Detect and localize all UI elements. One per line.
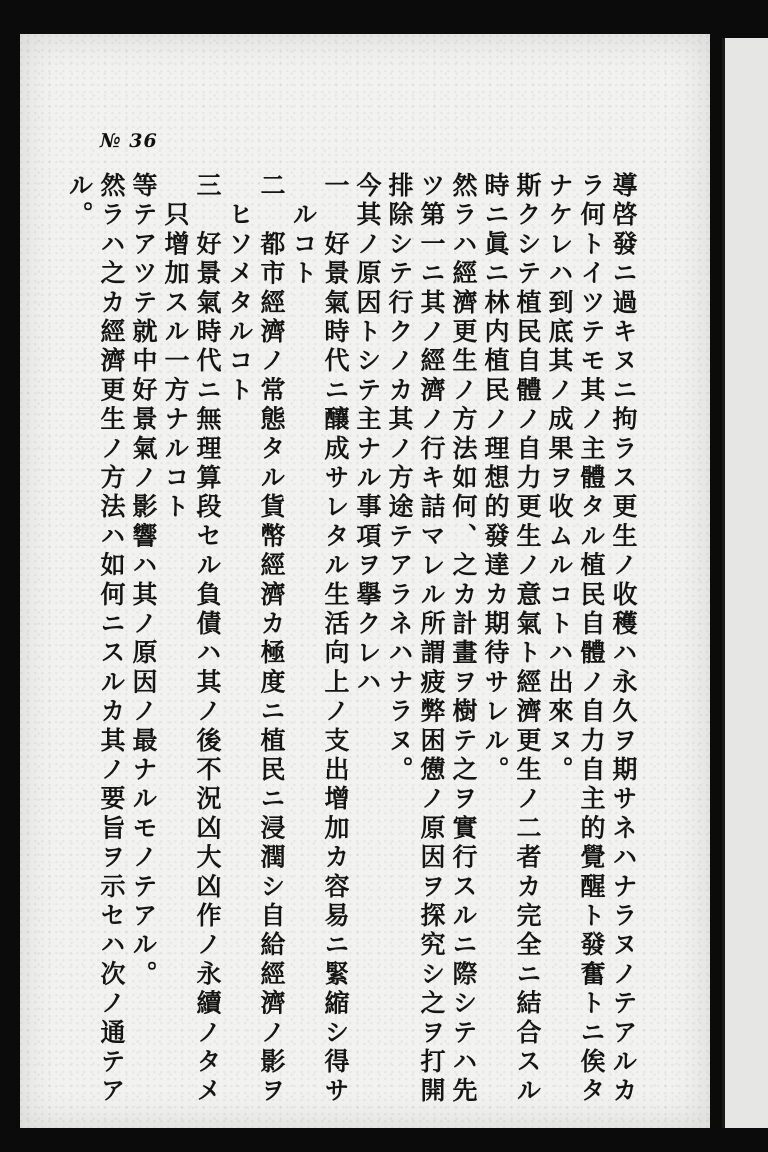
text-column: 等テアツテ就中好景氣ノ影響ハ其ノ原因ノ最ナルモノテアル。 bbox=[129, 172, 158, 990]
text-column: 然ラハ經濟更生ノ方法如何、之カ計畫ヲ樹テ之ヲ實行スルニ際シテハ先 bbox=[449, 172, 478, 1107]
text-column: 然ラハ之カ經濟更生ノ方法ハ如何ニスルカ其ノ要旨ヲ示セハ次ノ通テア bbox=[97, 172, 126, 1107]
text-column: 導啓發ニ過キヌニ拘ラス更生ノ收穫ハ永久ヲ期サネハナラヌノテアルカ bbox=[609, 172, 638, 1107]
text-column: ヒソメタルコト bbox=[225, 172, 254, 406]
text-column: ツ第一ニ其ノ經濟ノ行キ詰マレル所謂疲弊困憊ノ原因ヲ探究シ之ヲ打開 bbox=[417, 172, 446, 1107]
text-column: ル。 bbox=[65, 172, 94, 231]
adjacent-page-edge bbox=[722, 38, 768, 1128]
text-column: 斯クシテ植民自體ノ自力更生ノ意氣ト經濟更生ノ二者カ完全ニ結合スル bbox=[513, 172, 542, 1107]
text-column: 只增加スル一方ナルコト bbox=[161, 172, 190, 523]
text-column: 一 好景氣時代ニ釀成サレタル生活向上ノ支出增加カ容易ニ緊縮シ得サ bbox=[321, 172, 350, 1107]
text-column: ナケレハ到底其ノ成果ヲ收ムルコトハ出來ヌ。 bbox=[545, 172, 574, 786]
text-column: 時ニ眞ニ林内植民ノ理想的發達カ期待サレル。 bbox=[481, 172, 510, 786]
text-column: 排除シテ行クノカ其ノ方途テアラネハナラヌ。 bbox=[385, 172, 414, 786]
page-number: № 36 bbox=[100, 130, 158, 152]
text-column: ラ何トイツテモ其ノ主體タル植民自體ノ自力自主的覺醒ト發奮トニ俟タ bbox=[577, 172, 606, 1107]
text-column: 今其ノ原因トシテ主ナル事項ヲ擧クレハ bbox=[353, 172, 382, 698]
text-column: ルコト bbox=[289, 172, 318, 289]
text-column: 二 都市經濟ノ常態タル貨幣經濟カ極度ニ植民ニ浸潤シ自給經濟ノ影ヲ bbox=[257, 172, 286, 1107]
text-column: 三 好景氣時代ニ無理算段セル負債ハ其ノ後不況凶大凶作ノ永續ノタメ bbox=[193, 172, 222, 1107]
